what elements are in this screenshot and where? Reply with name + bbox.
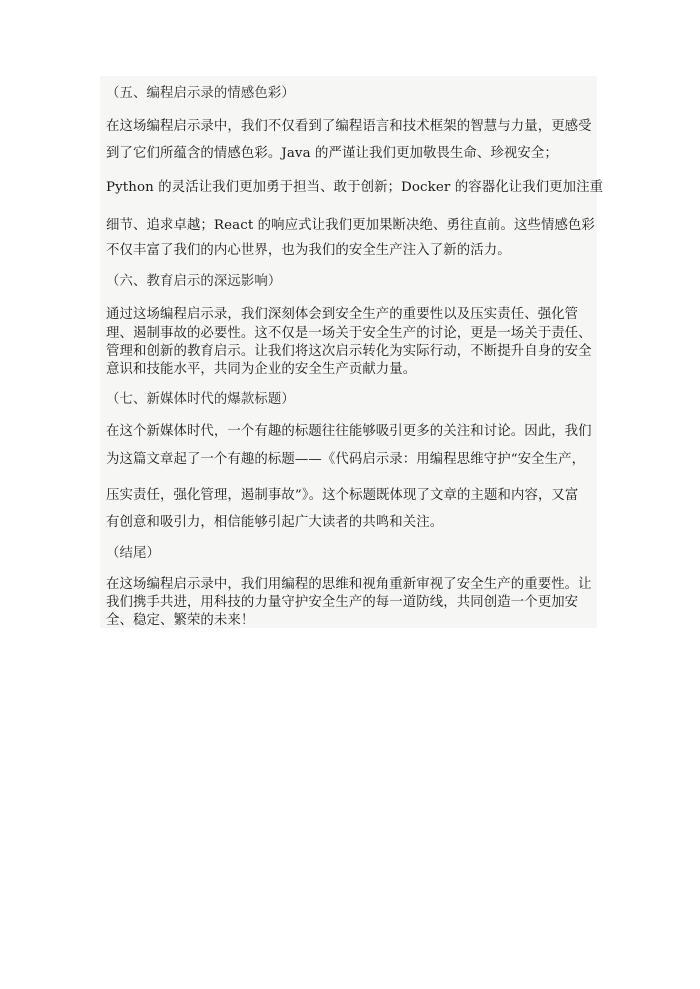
- paragraph-line: 我们携手共进，用科技的力量守护安全生产的每一道防线，共同创造一个更加安: [106, 595, 579, 610]
- paragraph-line: Python 的灵活让我们更加勇于担当、敢于创新；Docker 的容器化让我们更加注重: [106, 180, 604, 195]
- paragraph-line: 全、稳定、繁荣的未来！: [106, 613, 255, 628]
- paragraph-line: 细节、追求卓越；React 的响应式让我们更加果断决绝、勇往直前。这些情感色彩: [106, 218, 595, 233]
- paragraph-line: 通过这场编程启示录，我们深刻体会到安全生产的重要性以及压实责任、强化管: [106, 307, 579, 322]
- document-content: [100, 76, 604, 628]
- section-heading-6: （六、教育启示的深远影响）: [106, 274, 282, 289]
- paragraph-line: 意识和技能水平，共同为企业的安全生产贡献力量。: [106, 362, 417, 377]
- section-heading-7: （七、新媒体时代的爆款标题）: [106, 392, 295, 407]
- paragraph-line: 有创意和吸引力，相信能够引起广大读者的共鸣和关注。: [106, 515, 444, 530]
- paragraph-line: 不仅丰富了我们的内心世界，也为我们的安全生产注入了新的活力。: [106, 243, 511, 258]
- paragraph-line: 理、遏制事故的必要性。这不仅是一场关于安全生产的讨论，更是一场关于责任、: [106, 326, 592, 341]
- paragraph-line: 在这场编程启示录中，我们用编程的思维和视角重新审视了安全生产的重要性。让: [106, 577, 592, 592]
- paragraph-line: 到了它们所蕴含的情感色彩。Java 的严谨让我们更加敬畏生命、珍视安全；: [106, 146, 558, 161]
- paragraph-line: 在这个新媒体时代，一个有趣的标题往往能够吸引更多的关注和讨论。因此，我们: [106, 424, 592, 439]
- paragraph-line: 为这篇文章起了一个有趣的标题——《代码启示录：用编程思维守护“安全生产，: [106, 452, 586, 467]
- section-heading-5: （五、编程启示录的情感色彩）: [106, 86, 295, 101]
- paragraph-line: 压实责任，强化管理，遏制事故”》。这个标题既体现了文章的主题和内容，又富: [106, 488, 579, 503]
- section-heading-ending: （结尾）: [106, 546, 160, 561]
- paragraph-line: 管理和创新的教育启示。让我们将这次启示转化为实际行动，不断提升自身的安全: [106, 344, 592, 359]
- paragraph-line: 在这场编程启示录中，我们不仅看到了编程语言和技术框架的智慧与力量，更感受: [106, 119, 592, 134]
